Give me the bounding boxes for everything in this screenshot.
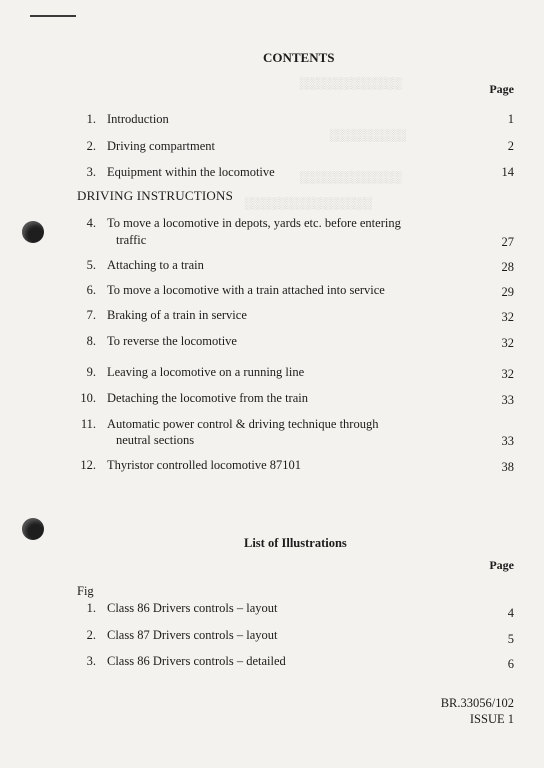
- contents-title: CONTENTS: [263, 50, 335, 65]
- entry-title: To reverse the locomotive: [107, 334, 237, 348]
- entry-number: 7.: [86, 308, 96, 322]
- entry-number: 2.: [86, 139, 96, 153]
- entry-number: 5.: [86, 258, 96, 272]
- entry-title: Driving compartment: [107, 139, 215, 153]
- contents-entry[interactable]: [70, 415, 514, 451]
- entry-number: 4.: [86, 216, 96, 230]
- show-through-text: ░░░░░░░░░: [330, 128, 407, 142]
- entry-number: 3.: [86, 165, 96, 179]
- fig-title: Class 86 Drivers controls – layout: [107, 601, 278, 615]
- issue-number: ISSUE 1: [469, 712, 514, 726]
- show-through-text: ░░░░░░░░░░░░░░░: [245, 196, 373, 210]
- fig-page: 6: [507, 657, 514, 671]
- entry-page: 28: [501, 260, 514, 274]
- entry-page: 2: [507, 139, 514, 153]
- entry-number: 6.: [86, 283, 96, 297]
- entry-page: 33: [501, 434, 514, 448]
- show-through-text: ░░░░░░░░░░░░: [300, 76, 403, 90]
- entry-title-continued: traffic: [116, 233, 147, 247]
- entry-title: Leaving a locomotive on a running line: [107, 365, 305, 379]
- punch-hole-top: [22, 221, 44, 243]
- entry-page: 14: [501, 165, 514, 179]
- fig-number: 3.: [86, 654, 96, 668]
- entry-page: 32: [501, 310, 514, 324]
- entry-title: Braking of a train in service: [107, 308, 247, 322]
- fig-number: 1.: [86, 601, 96, 615]
- entry-title-continued: neutral sections: [116, 433, 195, 447]
- entry-page: 27: [501, 235, 514, 249]
- entry-number: 9.: [86, 365, 96, 379]
- entry-number: 1.: [86, 112, 96, 126]
- fig-title: Class 86 Drivers controls – detailed: [107, 654, 286, 668]
- show-through-text: ░░░░░░░░░░░░: [300, 170, 403, 184]
- entry-title: Attaching to a train: [107, 258, 204, 272]
- fig-label: Fig: [77, 584, 94, 598]
- entry-page: 33: [501, 393, 514, 407]
- contents-page-header: Page: [489, 82, 514, 96]
- entry-title: Equipment within the locomotive: [107, 165, 275, 179]
- illustrations-title: List of Illustrations: [244, 536, 347, 550]
- document-reference: BR.33056/102: [440, 696, 514, 710]
- entry-page: 32: [501, 367, 514, 381]
- fig-page: 4: [507, 606, 514, 620]
- punch-hole-bottom: [22, 518, 44, 540]
- entry-title: To move a locomotive with a train attached into service: [107, 283, 385, 297]
- entry-title: Automatic power control & driving technique through: [107, 417, 379, 431]
- illustrations-page-header: Page: [489, 558, 514, 572]
- entry-number: 12.: [80, 458, 96, 472]
- corner-mark: [30, 15, 76, 17]
- entry-title: To move a locomotive in depots, yards etc. before entering: [107, 216, 401, 230]
- entry-number: 10.: [80, 391, 96, 405]
- fig-title: Class 87 Drivers controls – layout: [107, 628, 278, 642]
- entry-title: Detaching the locomotive from the train: [107, 391, 308, 405]
- section-title: DRIVING INSTRUCTIONS: [77, 188, 234, 203]
- fig-number: 2.: [86, 628, 96, 642]
- entry-title: Introduction: [107, 112, 169, 126]
- entry-title: Thyristor controlled locomotive 87101: [107, 458, 302, 472]
- entry-number: 8.: [86, 334, 96, 348]
- entry-page: 38: [501, 460, 514, 474]
- fig-page: 5: [507, 632, 514, 646]
- entry-number: 11.: [80, 417, 96, 431]
- entry-page: 29: [501, 285, 514, 299]
- entry-page: 32: [501, 336, 514, 350]
- entry-page: 1: [507, 112, 514, 126]
- contents-entry[interactable]: [70, 214, 514, 250]
